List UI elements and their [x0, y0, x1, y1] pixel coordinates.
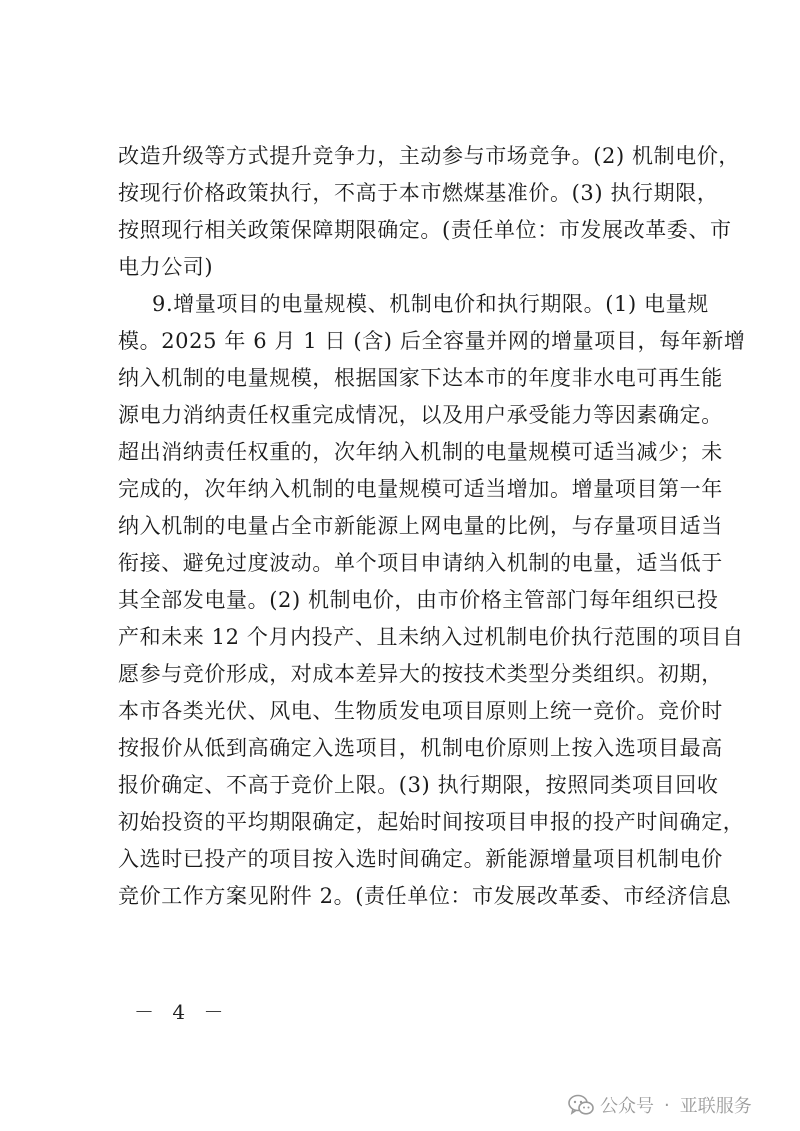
text-line: 竞价工作方案见附件 2。(责任单位：市发展改革委、市经济信息	[118, 884, 732, 908]
text-line: 衔接、避免过度波动。单个项目申请纳入机制的电量，适当低于	[118, 551, 723, 575]
text-line: 按照现行相关政策保障期限确定。(责任单位：市发展改革委、市	[118, 218, 732, 242]
text-line: 源电力消纳责任权重完成情况，以及用户承受能力等因素确定。	[118, 403, 723, 427]
text-line: 纳入机制的电量规模，根据国家下达本市的年度非水电可再生能	[118, 366, 723, 390]
text-line: 愿参与竞价形成，对成本差异大的按技术类型分类组织。初期，	[118, 662, 723, 686]
text-line: 改造升级等方式提升竞争力，主动参与市场竞争。(2) 机制电价，	[118, 144, 741, 168]
watermark-account-type: 公众号	[600, 1096, 654, 1117]
text-line: 报价确定、不高于竞价上限。(3) 执行期限，按照同类项目回收	[118, 773, 719, 797]
page-number: － 4 －	[134, 1000, 230, 1024]
text-line: 纳入机制的电量占全市新能源上网电量的比例，与存量项目适当	[118, 514, 723, 538]
text-line: 超出消纳责任权重的，次年纳入机制的电量规模可适当减少；未	[118, 440, 723, 464]
text-line: 本市各类光伏、风电、生物质发电项目原则上统一竞价。竞价时	[118, 699, 723, 723]
text-line: 按现行价格政策执行，不高于本市燃煤基准价。(3) 执行期限，	[118, 181, 719, 205]
document-body	[118, 138, 746, 915]
wechat-watermark	[568, 1092, 752, 1118]
text-line: 电力公司)	[118, 255, 214, 279]
text-line: 9.增量项目的电量规模、机制电价和执行期限。(1) 电量规	[152, 292, 709, 316]
text-line: 初始投资的平均期限确定，起始时间按项目申报的投产时间确定，	[118, 810, 745, 834]
text-line: 入选时已投产的项目按入选时间确定。新能源增量项目机制电价	[118, 847, 723, 871]
text-line: 完成的，次年纳入机制的电量规模可适当增加。增量项目第一年	[118, 477, 723, 501]
watermark-account-name: 亚联服务	[679, 1096, 752, 1117]
wechat-icon	[568, 1094, 594, 1116]
text-line: 模。2025 年 6 月 1 日 (含) 后全容量并网的增量项目，每年新增	[118, 329, 746, 353]
text-line: 产和未来 12 个月内投产、且未纳入过机制电价执行范围的项目自	[118, 625, 744, 649]
text-line: 按报价从低到高确定入选项目，机制电价原则上按入选项目最高	[118, 736, 723, 760]
watermark-separator: ·	[664, 1094, 670, 1116]
text-line: 其全部发电量。(2) 机制电价，由市价格主管部门每年组织已投	[118, 588, 719, 612]
